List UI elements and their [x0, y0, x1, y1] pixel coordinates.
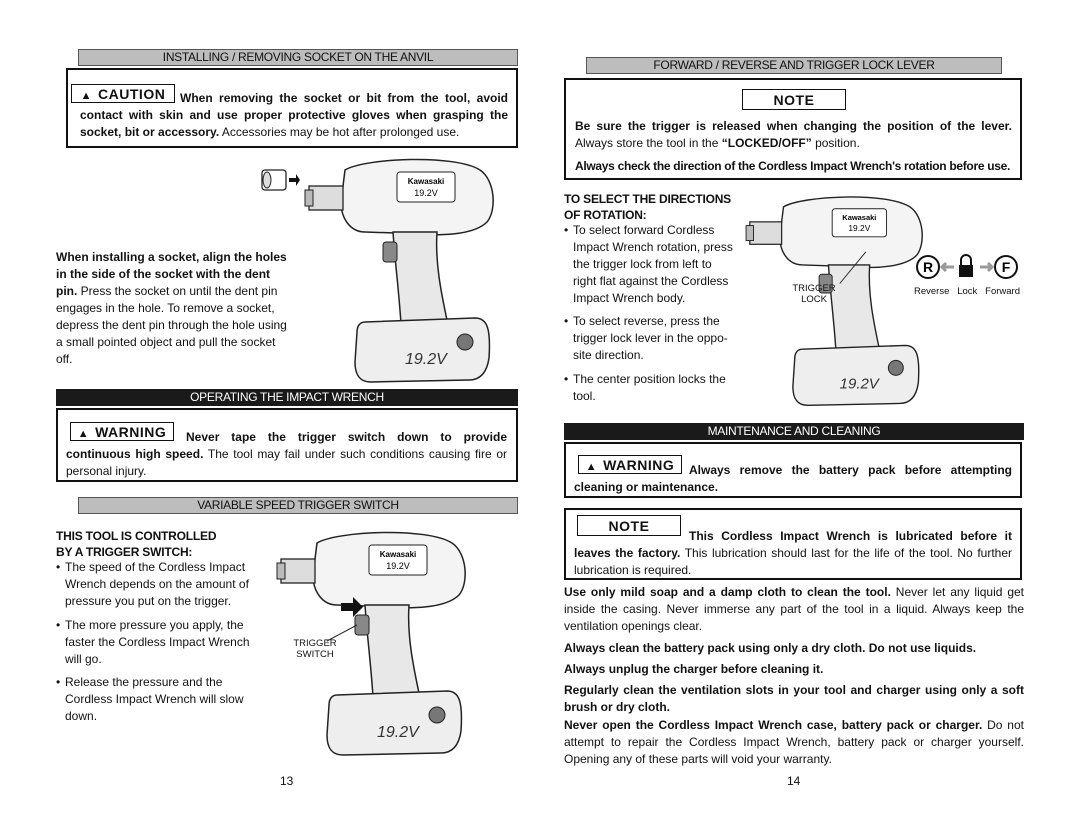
warning-triangle-icon: ▲: [77, 428, 90, 440]
caution-text: [80, 90, 508, 141]
directions-heading-line-2: OF ROTATION:: [564, 208, 647, 222]
page-number-right: 14: [787, 774, 801, 788]
directions-heading-line-1: TO SELECT THE DIRECTIONS: [564, 192, 731, 206]
controlled-heading: [56, 528, 216, 560]
legend-forward: Forward: [985, 286, 1020, 297]
note2-bold-text: This Cordless Impact Wrench is lubricated before it leaves the factory.: [574, 529, 1012, 560]
impact-wrench-illustration-1: [300, 152, 500, 387]
note1-normal-b: position.: [811, 136, 860, 150]
warning2-text: Always remove the battery pack before attempting cleaning or maintenance.: [574, 463, 1012, 494]
legend-reverse: Reverse: [914, 286, 950, 297]
bullet-item: • The center position locks the tool.: [564, 371, 744, 405]
note1-bold-2: Always check the direction of the Cordless Impact Wrench's rotation before use.: [575, 159, 1011, 173]
note1-text: [575, 118, 1012, 152]
bullet-item: • To select forward Cordless Impact Wrench rotation, press the trigger lock from left to right flat against the Cordless Impact Wrench body.: [564, 222, 736, 307]
brand-label: Kawasaki: [379, 550, 417, 559]
legend-lock: Lock: [957, 286, 978, 297]
note1-bold-text: Be sure the trigger is released when changing the position of the lever.: [575, 119, 1012, 133]
warning-triangle-icon: ▲: [585, 461, 598, 473]
warning-bold-text: Never tape the trigger switch down to provide continuous high speed.: [66, 430, 507, 461]
note1-locked-text: “LOCKED/OFF”: [721, 136, 812, 150]
trigger-lock-label: TRIGGER LOCK: [792, 283, 836, 305]
controlled-heading-line-2: BY A TRIGGER SWITCH:: [56, 545, 193, 559]
note2-normal-text: This lubrication should last for the life of the tool. No further lubrication is required.: [574, 546, 1012, 577]
maintenance-paragraph-2: Always clean the battery pack using only a dry cloth. Do not use liquids.: [564, 641, 977, 655]
section-heading-forward: FORWARD / REVERSE AND TRIGGER LOCK LEVER: [586, 57, 1002, 74]
direction-selector-diagram: [914, 250, 1020, 284]
caution-bold-text: When removing the socket or bit from the tool, avoid contact with skin and use proper protective gloves when grasping the socket, bit or accessory.: [80, 91, 508, 139]
right-arrow-icon: [980, 263, 992, 271]
m5-bold: Never open the Cordless Impact Wrench case, battery pack or charger.: [564, 718, 983, 732]
caution-normal-text: Accessories may be hot after prolonged use.: [219, 125, 460, 139]
warning-label: WARNING: [603, 457, 675, 473]
note2-text: [574, 528, 1012, 579]
voltage-label: 19.2V: [414, 188, 438, 198]
note-tag-2: NOTE: [577, 515, 681, 536]
section-heading-operating: OPERATING THE IMPACT WRENCH: [56, 389, 518, 406]
direction-legend: [914, 286, 1020, 297]
bullet-item: • The more pressure you apply, the faster the Cordless Impact Wrench will go.: [56, 617, 256, 668]
section-heading-maintenance: MAINTENANCE AND CLEANING: [564, 423, 1024, 440]
install-bold-text: When installing a socket, align the holes in the side of the socket with the dent pin.: [56, 250, 287, 298]
note-tag-1: NOTE: [742, 89, 846, 110]
forward-letter: F: [1001, 259, 1011, 275]
maintenance-paragraph-3: Always unplug the charger before cleaning it.: [564, 662, 824, 676]
caution-label: CAUTION: [98, 86, 166, 102]
battery-voltage: 19.2V: [839, 375, 879, 393]
reverse-letter: R: [922, 259, 934, 275]
bullet-item: • To select reverse, press the trigger lock lever in the oppo- site direction.: [564, 313, 736, 364]
maintenance-paragraph-5: [564, 717, 1024, 768]
m1-bold: Use only mild soap and a damp cloth to clean the tool.: [564, 585, 891, 599]
warning-label: WARNING: [95, 424, 167, 440]
warning-triangle-icon: ▲: [80, 90, 93, 102]
section-heading-install: INSTALLING / REMOVING SOCKET ON THE ANVIL: [78, 49, 518, 66]
warning-text: [66, 429, 507, 480]
controlled-heading-line-1: THIS TOOL IS CONTROLLED: [56, 529, 217, 543]
brand-label: Kawasaki: [407, 177, 445, 186]
bullet-item: • The speed of the Cordless Impact Wrench depends on the amount of pressure you put on the trigger.: [56, 559, 256, 610]
bullet-item: • Release the pressure and the Cordless Impact Wrench will slow down.: [56, 674, 266, 725]
warning-normal-text: The tool may fail under such conditions causing fire or personal injury.: [66, 447, 507, 478]
socket-illustration: [260, 168, 300, 194]
lock-icon: [959, 265, 973, 277]
battery-voltage: 19.2V: [405, 351, 447, 368]
m5-normal: Do not attempt to repair the Cordless Impact Wrench, battery pack or charger yourself. Opening any of these parts will void your warranty.: [564, 718, 1024, 766]
page-number-left: 13: [280, 774, 294, 788]
m1-normal: Never let any liquid get inside the casing. Never immerse any part of the tool in a liquid. Always keep the ventilation openings clear.: [564, 585, 1024, 633]
install-paragraph: [56, 249, 292, 368]
voltage-label: 19.2V: [386, 561, 410, 571]
section-heading-variable: VARIABLE SPEED TRIGGER SWITCH: [78, 497, 518, 514]
voltage-label: 19.2V: [848, 223, 871, 234]
directions-heading: [564, 191, 731, 223]
trigger-switch-label: TRIGGER SWITCH: [293, 638, 337, 660]
battery-voltage: 19.2V: [377, 724, 419, 741]
left-arrow-icon: [942, 263, 954, 271]
maintenance-paragraph-1: [564, 584, 1024, 635]
maintenance-paragraph-4: Regularly clean the ventilation slots in your tool and charger using only a soft brush or dry cloth.: [564, 683, 1024, 714]
brand-label: Kawasaki: [842, 212, 877, 222]
note1-normal-a: Always store the tool in the: [575, 136, 722, 150]
install-normal-text: Press the socket on until the dent pin engages in the hole. To remove a socket, depress the dent pin through the hole using a small pointed object and pull the socket off.: [56, 284, 287, 366]
